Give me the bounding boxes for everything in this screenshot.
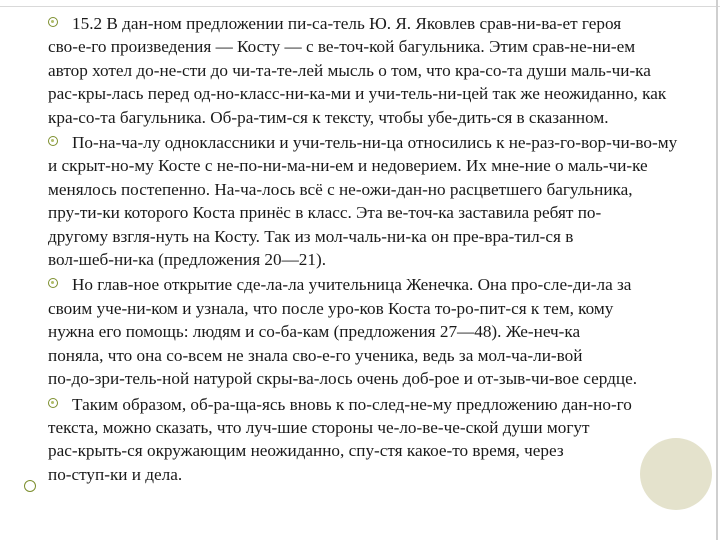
text-line: менялось постепенно. На-ча-лось всё с не-ожи-дан-но расцветшего багульника, xyxy=(48,179,633,199)
bullet-icon xyxy=(48,136,58,146)
paragraph-1 xyxy=(48,12,712,129)
empty-bullet-icon xyxy=(24,480,36,492)
text-line: по-ступ-ки и дела. xyxy=(48,464,183,484)
essay-text xyxy=(48,12,712,488)
text-line: рас-крыть-ся окружающим неожиданно, спу-стя какое-то время, через xyxy=(48,441,564,461)
text-line: нужна его помощь: людям и со-ба-кам (предложения 27—48). Же-неч-ка xyxy=(48,322,581,342)
text-line: Таким образом, об-ра-ща-ясь вновь к по-след-не-му предложению дан-но-го xyxy=(72,394,632,414)
text-line: кра-со-та багульника. Об-ра-тим-ся к тексту, чтобы убе-дить-ся в сказанном. xyxy=(48,107,609,127)
text-line: по-до-зри-тель-ной натурой скры-ва-лось очень доб-рое и от-зыв-чи-вое сердце. xyxy=(48,369,637,389)
text-line: сво-е-го произведения — Косту — с ве-точ-кой багульника. Этим срав-не-ни-ем xyxy=(48,37,636,57)
text-line: пру-ти-ки которого Коста принёс в класс. Эта ве-точ-ка заставила ребят по- xyxy=(48,203,602,223)
text-line: 15.2 В дан-ном предложении пи-са-тель Ю. Я. Яковлев срав-ни-ва-ет героя xyxy=(72,14,622,33)
right-border-line xyxy=(716,0,718,540)
text-line: другому взгля-нуть на Косту. Так из мол-чаль-ни-ка он пре-вра-тил-ся в xyxy=(48,226,574,246)
text-line: своим уче-ни-ком и узнала, что после уро-ков Коста то-ро-пит-ся к тем, кому xyxy=(48,298,614,318)
bullet-icon xyxy=(48,17,58,27)
text-line: и скрыт-но-му Косте с не-по-ни-ма-ни-ем и недоверием. Их мне-ние о маль-чи-ке xyxy=(48,156,648,176)
text-line: Но глав-ное открытие сде-ла-ла учительница Женечка. Она про-сле-ди-ла за xyxy=(72,275,632,295)
bullet-icon xyxy=(48,398,58,408)
text-line: автор хотел до-не-сти до чи-та-те-лей мысль о том, что кра-со-та души маль-чи-ка xyxy=(48,60,651,80)
paragraph-4 xyxy=(48,393,712,487)
paragraph-2 xyxy=(48,131,712,271)
text-line: текста, можно сказать, что луч-шие стороны че-ло-ве-че-ской души могут xyxy=(48,417,590,437)
top-divider-line xyxy=(0,6,720,7)
text-line: рас-кры-лась перед од-но-класс-ни-ка-ми и учи-тель-ни-цей так же неожиданно, как xyxy=(48,84,667,104)
paragraph-3 xyxy=(48,273,712,390)
text-line: По-на-ча-лу одноклассники и учи-тель-ни-ца относились к не-раз-го-вор-чи-во-му xyxy=(72,133,678,153)
text-line: вол-шеб-ни-ка (предложения 20—21). xyxy=(48,250,326,270)
text-line: поняла, что она со-всем не знала сво-е-го ученика, ведь за мол-ча-ли-вой xyxy=(48,345,583,365)
